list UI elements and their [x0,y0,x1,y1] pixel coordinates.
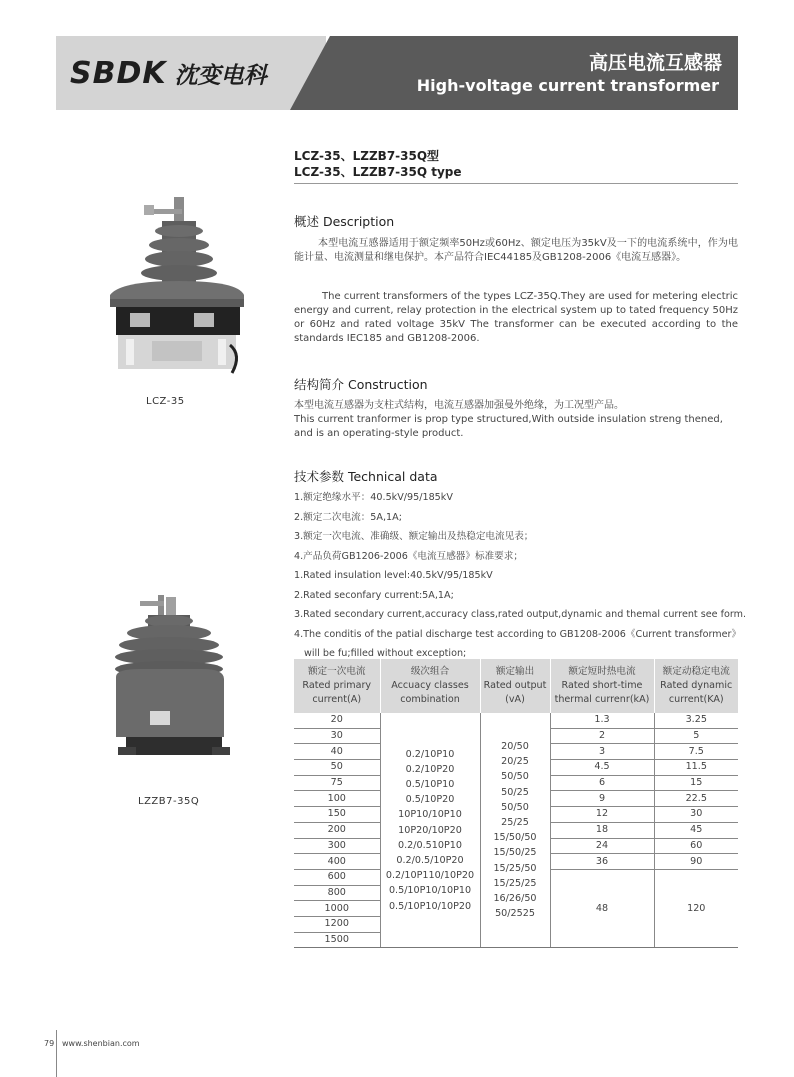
primary-cell: 300 [294,838,380,854]
primary-cell: 40 [294,744,380,760]
technical-item: will be fu;filled without exception; [304,648,467,659]
construction-text-cn: 本型电流互感器为支柱式结构，电流互感器加强曼外绝缘，为工况型产品。 [294,400,624,411]
primary-cell: 75 [294,775,380,791]
model-title [294,148,462,180]
header-accuracy-classes: 级次组合 Accuacy classes combination [380,659,480,713]
primary-cell: 600 [294,869,380,885]
brand-logo [70,56,267,91]
model-title-en: LCZ-35、LZZB7-35Q type [294,165,462,179]
primary-cell: 100 [294,791,380,807]
primary-cell: 150 [294,807,380,823]
primary-cell: 1200 [294,916,380,932]
header-rated-primary: 额定一次电流 Rated primary current(A) [294,659,380,713]
dynamic-cell: 90 [654,854,738,870]
logo-latin: SBDK [70,56,167,91]
technical-item: 3.Rated secondary current,accuracy class,rated output,dynamic and themal current see form. [294,609,747,620]
thermal-cell: 3 [550,744,654,760]
title-divider [294,183,738,184]
lzzb7-35q-label: LZZB7-35Q [138,796,200,807]
page-number: 79 [44,1039,55,1048]
footer-url: www.shenbian.com [62,1039,140,1048]
description-text-cn: 本型电流互感器适用于额定频率50Hz或60Hz、额定电压为35kV及一下的电流系统中，作为电能计量、电流测量和继电保护。本产品符合IEC44185及GB1208-2006《电流互感器》。 [294,238,738,263]
thermal-cell: 24 [550,838,654,854]
header-dynamic-current: 额定动稳定电流 Rated dynamic current(KA) [654,659,738,713]
dynamic-cell: 30 [654,807,738,823]
dynamic-cell: 7.5 [654,744,738,760]
primary-cell: 50 [294,760,380,776]
technical-item: 2.额定二次电流：5A,1A; [294,511,402,523]
model-title-cn: LCZ-35、LZZB7-35Q型 [294,149,440,163]
thermal-cell: 48 [550,869,654,947]
logo-cn: 沈变电科 [174,63,267,89]
thermal-cell: 2 [550,728,654,744]
outputs-cell: 20/50 20/25 50/50 50/25 50/50 25/25 15/50/50 15/50/25 15/25/50 15/25/25 16/26/50 50/2525 [480,713,550,948]
primary-cell: 30 [294,728,380,744]
dynamic-cell: 45 [654,822,738,838]
dynamic-cell: 3.25 [654,713,738,728]
primary-cell: 20 [294,713,380,728]
primary-cell: 400 [294,854,380,870]
description-heading: 概述 Description [294,214,395,229]
technical-item: 4.The conditis of the patial discharge test according to GB1208-2006《Current transformer》 [294,628,742,640]
thermal-cell: 1.3 [550,713,654,728]
dynamic-cell: 120 [654,869,738,947]
technical-heading: 技术参数 Technical data [294,469,438,484]
header-thermal-current: 额定短时热电流 Rated short-time thermal currenr(kA) [550,659,654,713]
technical-list [294,488,754,664]
footer-divider [56,1030,57,1077]
technical-item: 3.额定一次电流、准确级、额定输出及热稳定电流见表； [294,531,534,542]
technical-item: 4.产品负荷GB1206-2006《电流互感器》标准要求； [294,550,523,562]
technical-item: 1.Rated insulation level:40.5kV/95/185kV [294,570,493,581]
thermal-cell: 6 [550,775,654,791]
construction-heading: 结构简介 Construction [294,377,428,392]
thermal-cell: 4.5 [550,760,654,776]
dynamic-cell: 60 [654,838,738,854]
classes-cell: 0.2/10P10 0.2/10P20 0.5/10P10 0.5/10P20 10P10/10P10 10P20/10P20 0.2/0.510P10 0.2/0.5/10P20 0.2/10P110/10P20 0.5/10P10/10P10 0.5/10P10/10P20 [380,713,480,948]
description-text-en: The current transformers of the types LCZ-35Q.They are used for metering electric energy and current, relay protection in the electrical system up to tated frequency 50Hz or 60Hz and rated voltage 35kV The transformer can be executed according to the standards IEC185 and GB1208-2006. [294,291,738,344]
technical-item: 1.额定绝缘水平：40.5kV/95/185kV [294,492,453,503]
thermal-cell: 12 [550,807,654,823]
primary-cell: 1000 [294,901,380,917]
lcz-35-label: LCZ-35 [146,396,185,407]
primary-cell: 1500 [294,932,380,948]
thermal-cell: 9 [550,791,654,807]
dynamic-cell: 11.5 [654,760,738,776]
header-title-en: High-voltage current transformer [416,76,719,95]
dynamic-cell: 15 [654,775,738,791]
thermal-cell: 18 [550,822,654,838]
dynamic-cell: 5 [654,728,738,744]
header-title-cn: 高压电流互感器 [588,52,722,74]
dynamic-cell: 22.5 [654,791,738,807]
table-header-row [294,659,738,713]
lcz-35-product-image [100,195,250,385]
header-rated-output: 额定输出 Rated output (vA) [480,659,550,713]
primary-cell: 800 [294,885,380,901]
table-row [294,713,738,728]
lzzb7-35q-product-image [110,593,240,763]
primary-cell: 200 [294,822,380,838]
technical-item: 2.Rated seconfary current:5A,1A; [294,589,454,601]
construction-text-en: This current tranformer is prop type structured,With outside insulation streng thened, and is an operating-style product. [294,414,723,439]
technical-data-table [294,659,738,948]
thermal-cell: 36 [550,854,654,870]
